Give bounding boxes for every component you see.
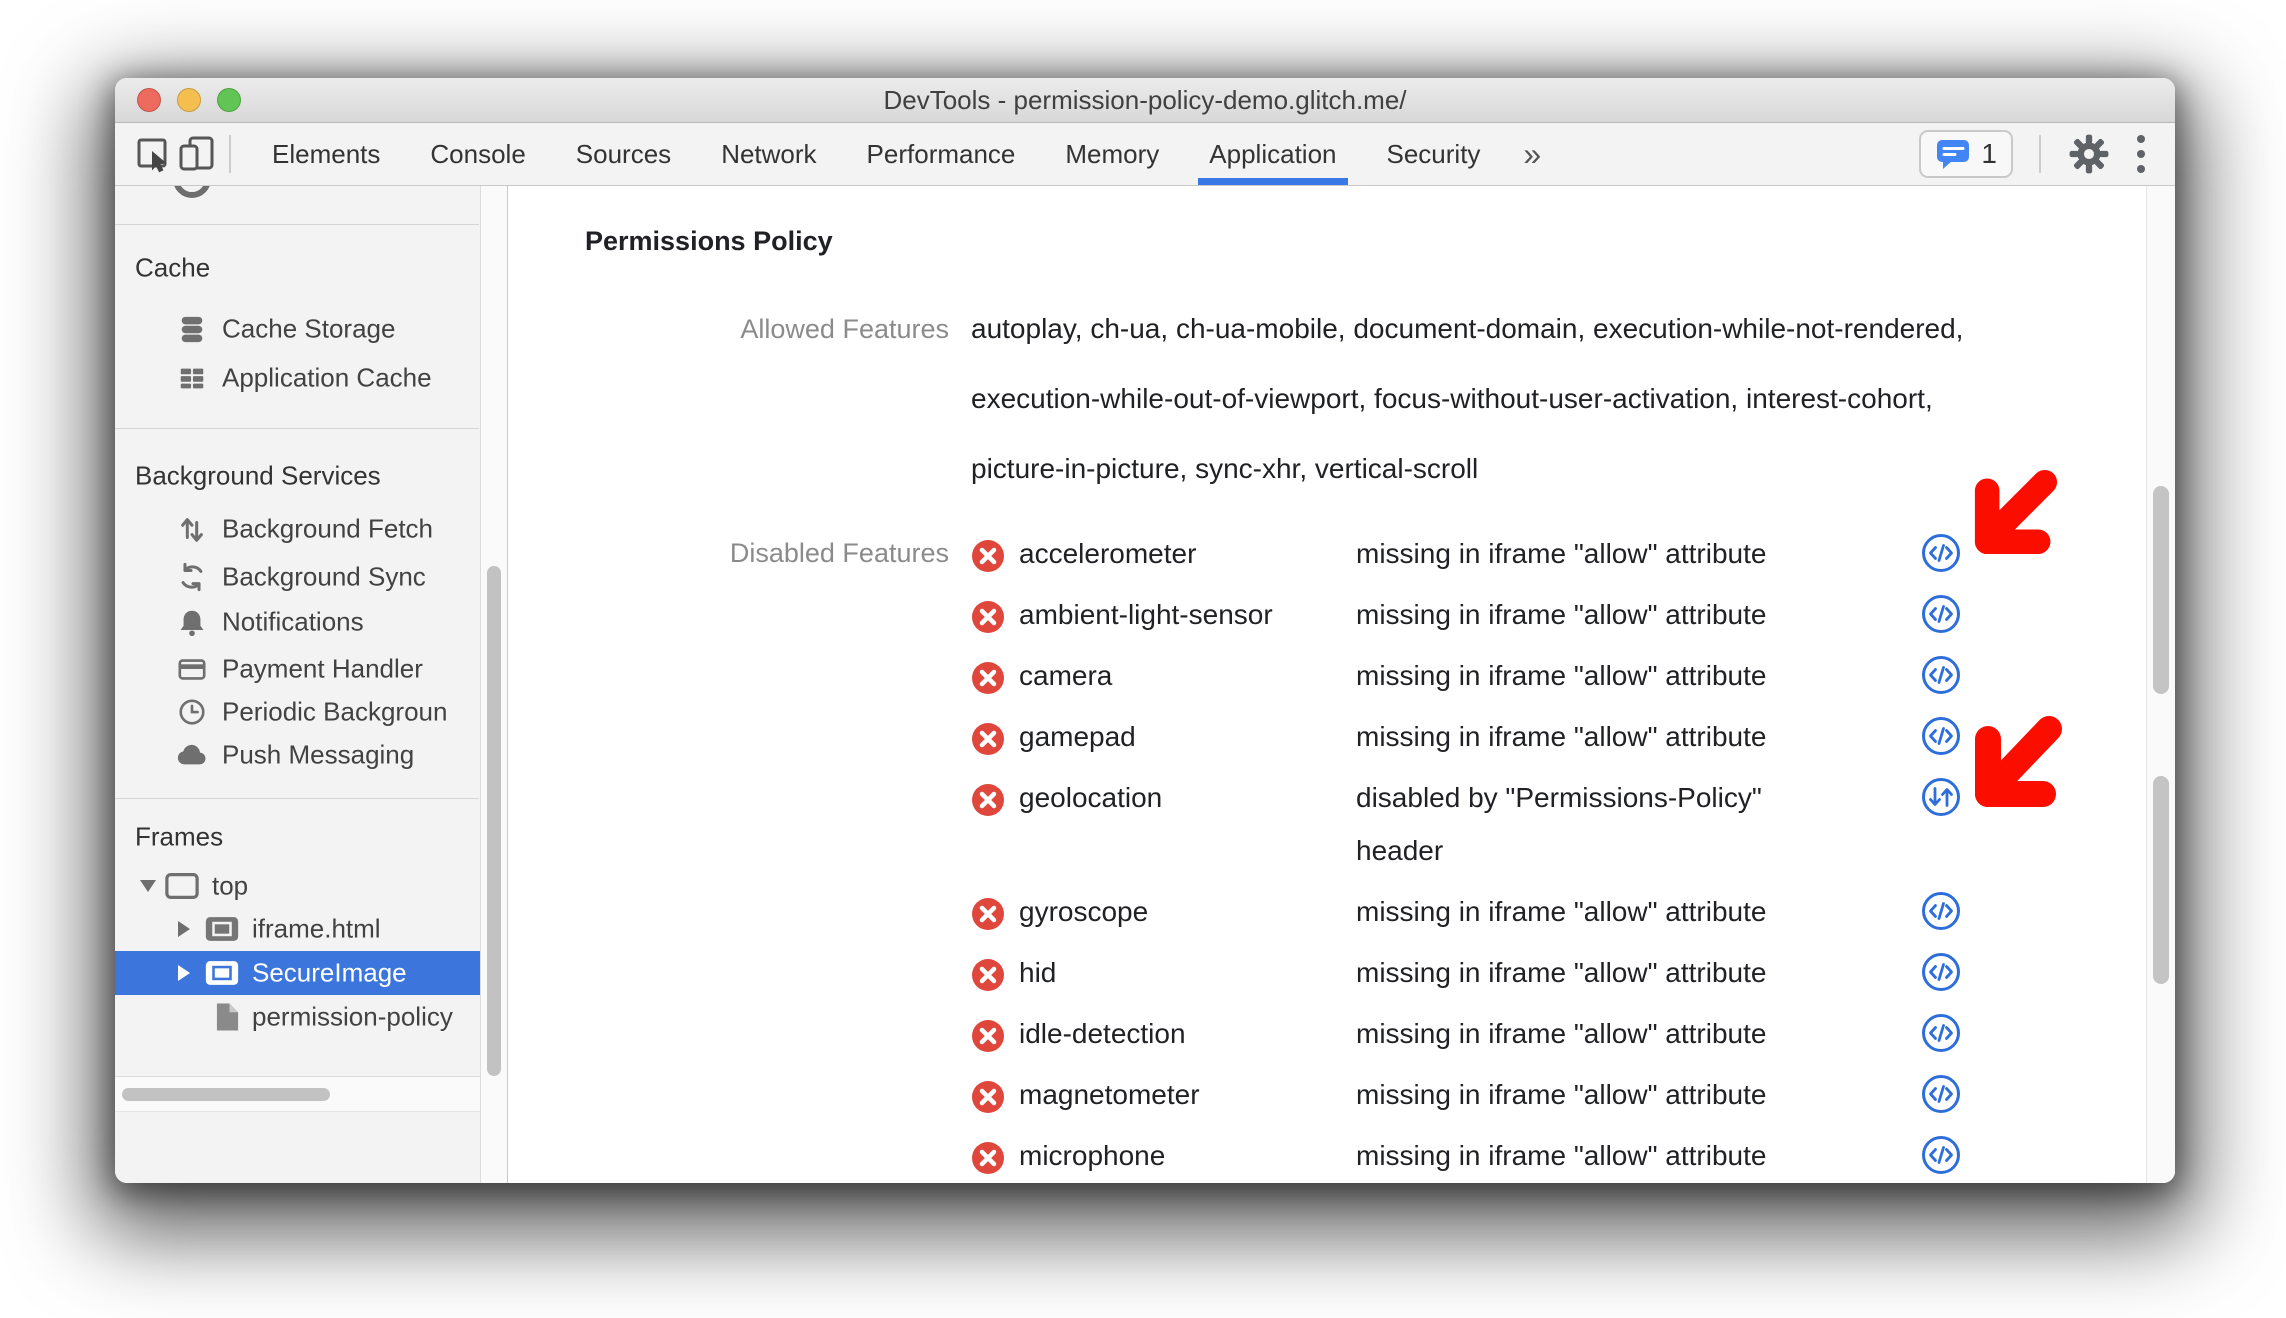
section-header-frames: Frames	[135, 821, 224, 852]
document-icon	[210, 1002, 244, 1033]
feature-row-magnetometer: magnetometer missing in iframe "allow" attribute	[971, 1068, 1961, 1121]
section-header-cache: Cache	[135, 252, 211, 283]
more-tabs-icon[interactable]: »	[1523, 135, 1542, 172]
feature-row-geolocation: geolocation disabled by "Permissions-Policy" header	[971, 771, 1961, 877]
feature-row-hid: hid missing in iframe "allow" attribute	[971, 946, 1961, 999]
frame-item-secureimage[interactable]: SecureImage	[115, 951, 480, 995]
up-down-arrows-icon	[175, 514, 209, 544]
tab-performance[interactable]: Performance	[866, 138, 1016, 169]
frame-item-permission-policy[interactable]: permission-policy	[115, 995, 480, 1039]
bell-icon	[175, 607, 209, 637]
inspect-element-icon[interactable]	[131, 132, 175, 176]
red-annotation-arrow	[1973, 713, 2063, 813]
feature-row-accelerometer: accelerometer missing in iframe "allow" attribute	[971, 527, 1961, 580]
frame-item-top[interactable]: top	[115, 864, 480, 908]
tab-memory[interactable]: Memory	[1065, 138, 1160, 169]
clock-icon	[175, 697, 209, 727]
tab-console[interactable]: Console	[430, 138, 526, 169]
view-source-icon[interactable]	[1921, 533, 1961, 573]
console-message-count: 1	[1981, 138, 1997, 169]
sidebar-item-payment-handler[interactable]: Payment Handler	[115, 647, 480, 691]
page-title: Permissions Policy	[585, 226, 833, 256]
disabled-features-section	[585, 527, 1961, 1183]
sync-icon	[175, 562, 209, 592]
chat-bubble-icon	[1935, 138, 1971, 170]
sidebar-vertical-scrollbar[interactable]	[480, 186, 508, 1183]
clipped-storage-icon	[173, 186, 211, 198]
sidebar-item-background-sync[interactable]: Background Sync	[115, 555, 480, 599]
tab-sources[interactable]: Sources	[575, 138, 672, 169]
sidebar-horizontal-scrollbar[interactable]	[115, 1076, 507, 1112]
view-source-icon[interactable]	[1921, 891, 1961, 931]
section-divider	[115, 428, 479, 429]
feature-row-idle-detection: idle-detection missing in iframe "allow" attribute	[971, 1007, 1961, 1060]
settings-gear-icon[interactable]	[2067, 132, 2111, 176]
section-divider	[115, 224, 479, 225]
titlebar	[115, 78, 2175, 123]
devtools-window	[115, 78, 2175, 1183]
window-title: DevTools - permission-policy-demo.glitch.me/	[883, 84, 1407, 115]
scrollbar-thumb[interactable]	[487, 566, 501, 1076]
scrollbar-thumb[interactable]	[122, 1088, 330, 1101]
error-x-icon	[971, 1017, 1005, 1051]
sidebar-item-application-cache[interactable]: Application Cache	[115, 356, 480, 400]
database-icon	[175, 314, 209, 344]
toolbar-right	[1919, 130, 2155, 178]
view-header-icon[interactable]	[1921, 777, 1961, 817]
view-source-icon[interactable]	[1921, 594, 1961, 634]
close-button[interactable]	[137, 88, 161, 112]
red-annotation-arrow	[1973, 469, 2058, 559]
minimize-button[interactable]	[177, 88, 201, 112]
sidebar-item-notifications[interactable]: Notifications	[115, 600, 480, 644]
view-source-icon[interactable]	[1921, 1135, 1961, 1175]
zoom-button[interactable]	[217, 88, 241, 112]
frame-icon	[165, 873, 199, 900]
feature-row-microphone: microphone missing in iframe "allow" attribute	[971, 1129, 1961, 1182]
iframe-icon	[205, 915, 239, 944]
iframe-icon	[205, 959, 239, 988]
active-tab-underline	[1198, 178, 1347, 185]
credit-card-icon	[175, 654, 209, 684]
section-header-background-services: Background Services	[135, 460, 381, 491]
chevron-right-icon[interactable]	[178, 921, 190, 937]
sidebar-item-background-fetch[interactable]: Background Fetch	[115, 507, 480, 551]
error-x-icon	[971, 1139, 1005, 1173]
scrollbar-thumb[interactable]	[2153, 776, 2169, 984]
frame-item-iframe-html[interactable]: iframe.html	[115, 907, 480, 951]
sidebar-item-push-messaging[interactable]: Push Messaging	[115, 733, 480, 777]
error-x-icon	[971, 895, 1005, 929]
scrollbar-thumb[interactable]	[2153, 486, 2169, 694]
traffic-lights	[137, 78, 241, 122]
feature-row-gyroscope: gyroscope missing in iframe "allow" attribute	[971, 885, 1961, 938]
error-x-icon	[971, 1078, 1005, 1112]
panel-tabs	[247, 123, 1505, 185]
application-sidebar	[115, 186, 508, 1183]
cloud-icon	[175, 743, 209, 767]
tab-security[interactable]: Security	[1386, 138, 1481, 169]
main-area	[115, 186, 2175, 1183]
view-source-icon[interactable]	[1921, 716, 1961, 756]
allowed-features-value: autoplay, ch-ua, ch-ua-mobile, document-domain, execution-while-not-rendered, execution-while-out-of-viewport, focus-without-user-activation, interest-cohort, picture-in-picture, sync-xhr, vertical-scroll	[971, 313, 1964, 484]
error-x-icon	[971, 659, 1005, 693]
kebab-menu-icon[interactable]	[2127, 135, 2155, 173]
tab-elements[interactable]: Elements	[272, 138, 381, 169]
toolbar-divider	[2039, 135, 2041, 173]
tab-application[interactable]: Application	[1184, 123, 1361, 185]
sidebar-item-cache-storage[interactable]: Cache Storage	[115, 307, 480, 351]
section-divider	[115, 798, 479, 799]
toolbar-divider	[229, 135, 231, 173]
allowed-features-section	[585, 294, 1963, 504]
disabled-features-list	[971, 527, 1961, 1183]
error-x-icon	[971, 720, 1005, 754]
feature-row-camera: camera missing in iframe "allow" attribute	[971, 649, 1961, 702]
console-status-badge[interactable]	[1919, 130, 2013, 178]
devtools-toolbar	[115, 123, 2175, 186]
error-x-icon	[971, 956, 1005, 990]
tab-network[interactable]: Network	[721, 138, 817, 169]
view-source-icon[interactable]	[1921, 655, 1961, 695]
allowed-features-label: Allowed Features	[740, 314, 949, 344]
device-toolbar-icon[interactable]	[175, 132, 219, 176]
feature-row-gamepad: gamepad missing in iframe "allow" attribute	[971, 710, 1961, 763]
feature-row-ambient-light-sensor: ambient-light-sensor missing in iframe "allow" attribute	[971, 588, 1961, 641]
content-vertical-scrollbar[interactable]	[2146, 186, 2175, 1183]
view-source-icon[interactable]	[1921, 1013, 1961, 1053]
error-x-icon	[971, 781, 1005, 815]
view-source-icon[interactable]	[1921, 1074, 1961, 1114]
chevron-right-icon[interactable]	[178, 965, 190, 981]
sidebar-item-periodic-background-sync[interactable]: Periodic Backgroun	[115, 690, 480, 734]
view-source-icon[interactable]	[1921, 952, 1961, 992]
error-x-icon	[971, 537, 1005, 571]
error-x-icon	[971, 598, 1005, 632]
permissions-policy-panel	[508, 186, 2175, 1183]
chevron-down-icon[interactable]	[140, 880, 156, 892]
disabled-features-label: Disabled Features	[729, 538, 949, 568]
grid-icon	[175, 363, 209, 393]
